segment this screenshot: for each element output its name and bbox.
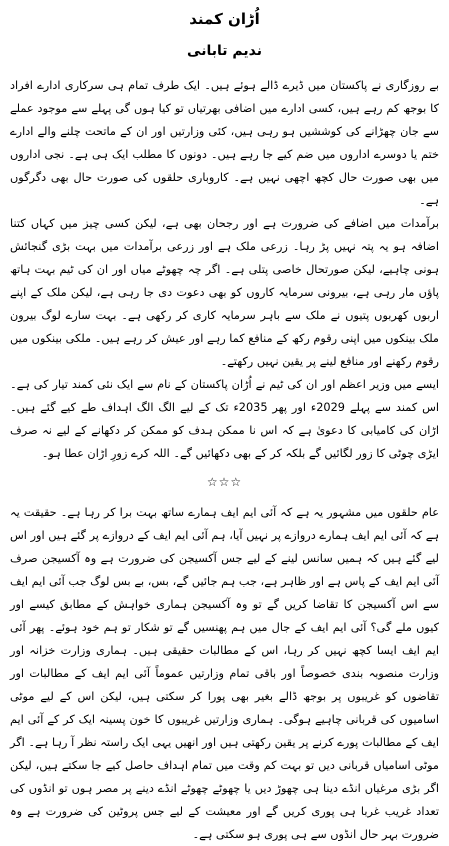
- article-paragraph: ایسے میں وزیر اعظم اور ان کی ٹیم نے اُڑان پاکستان کے نام سے ایک نئی کمند تیار کی ہے۔ اس کمند سے پہلے 2029ء اور پھر 2035ء تک کے لیے الگ الگ اہداف طے کیے گئے ہیں۔ اڑان کی کامیابی کا دعویٰ ہے کہ اس نا ممکن ہدف کو ممکن کر دکھانے کے لیے نہ صرف ایڑی چوٹی کا زور لگائیں گے بلکہ کر کے بھی دکھائیں گے۔ اللہ کرے زورِ اڑان عطا ہو۔: [10, 378, 439, 460]
- author-name: ندیم تابانی: [187, 43, 262, 59]
- article-paragraph: بے روزگاری نے پاکستان میں ڈیرے ڈالے ہوئے ہیں۔ ایک طرف تمام ہی سرکاری ادارے افراد کا بوجھ کم رہے ہیں، کسی ادارے میں اضافی بھرتیاں تو کیا ہوں گی پہلے سے موجود عملے سے جان چھڑانے کی کوششیں ہو رہی ہیں، کئی وزارتیں اور ان کے ماتحت چلنے والے ادارے ختم یا دوسرے اداروں میں ضم کیے جا رہے ہیں۔ دونوں کا مطلب ایک ہی ہے۔ نجی اداروں میں بھی صورت حال کچھ اچھی نہیں ہے۔ کاروباری حلقوں کی صورت حال بھی دگرگوں ہے۔: [10, 79, 439, 207]
- article-paragraph: عام حلقوں میں مشہور یہ ہے کہ آئی ایم ایف ہمارے ساتھ بہت برا کر رہا ہے۔ حقیقت یہ ہے کہ آئی ایم ایف ہمارے دروازے پر نہیں آیا، ہم آئی ایم ایف کے دروازے پر گئے ہیں اور اس لیے گئے ہیں کہ ہمیں سانس لینے کے لیے جس آکسیجن کی ضرورت ہے وہ آکسیجن صرف آئی ایم ایف کے پاس ہے اور ظاہر ہے، جب ہم جائیں گے، بس، بے بس لوگ جب آئی ایم ایف سے اس آکسیجن کا تقاضا کریں گے تو وہ آکسیجن ہماری خواہش کے مطابق کیسے اور کیوں ملے گی؟ آئی ایم ایف کے جال میں ہم پھنسیں گے تو شکار تو ہم خود ہوئے۔ پھر آئی ایم ایف ایسا کچھ نہیں کر رہا، اس کے مطالبات حقیقی ہیں۔ ہماری وزارت خزانہ اور وزارت منصوبہ بندی خصوصاً اور باقی تمام وزارتیں عموماً آئی ایم ایف کے مطالبات اور تقاضوں کو غریبوں پر بوجھ ڈالے بغیر بھی پورا کر سکتی ہیں، لیکن اس کے لیے موٹی اسامیوں کی قربانی چاہیے ہوگی۔ ہماری وزارتیں غریبوں کا خون پسینہ ایک کر کے آئی ایم ایف کے مطالبات پورے کرنے پر یقین رکھتی ہیں اور انھیں یہی ایک راستہ نظر آ رہا ہے۔ اگر موٹی اسامیاں قربانی دیں تو بہت کم وقت میں تمام اہداف حاصل کیے جا سکتے ہیں، لیکن اگر بڑی مرغیاں انڈے دینا ہی چھوڑ دیں یا چھوٹے چھوٹے انڈے دینے پر مصر ہوں تو انڈوں کی تعداد غریب غربا ہی پوری کریں گے اور معیشت کے لیے جس پروٹین کی ضرورت ہے وہ ضرورت بہر حال انڈوں سے ہی پوری ہو سکتی ہے۔: [10, 506, 439, 841]
- article-paragraph: برآمدات میں اضافے کی ضرورت ہے اور رجحان بھی ہے، لیکن کسی چیز میں کہاں کتنا اضافہ ہو یہ پتہ نہیں پڑ رہا۔ زرعی ملک ہے اور زرعی برآمدات میں بہت بڑی گنجائش ہونی چاہیے، لیکن صورتحال خاصی پتلی ہے۔ اگر چہ چھوٹے میاں اور ان کی ٹیم بہت ہاتھ پاؤں مار رہی ہے، بیرونی سرمایہ کاروں کو بھی دعوت دی جا رہی ہے، لیکن ملک کے اپنے اربوں کھربوں پتیوں نے ملک سے باہر سرمایہ کاری کر رکھی ہے۔ بہت سارے لوگ بیرون ملک بینکوں میں اپنی رقوم رکھ کے منافع کما رہے اور عیش کر رہے ہیں۔ ملکی بینکوں میں رقوم رکھنے اور منافع لینے پر یقین نہیں رکھتے۔: [10, 217, 439, 368]
- section-divider: ☆☆☆: [206, 475, 243, 489]
- article-title: اُڑان کمند: [189, 10, 260, 28]
